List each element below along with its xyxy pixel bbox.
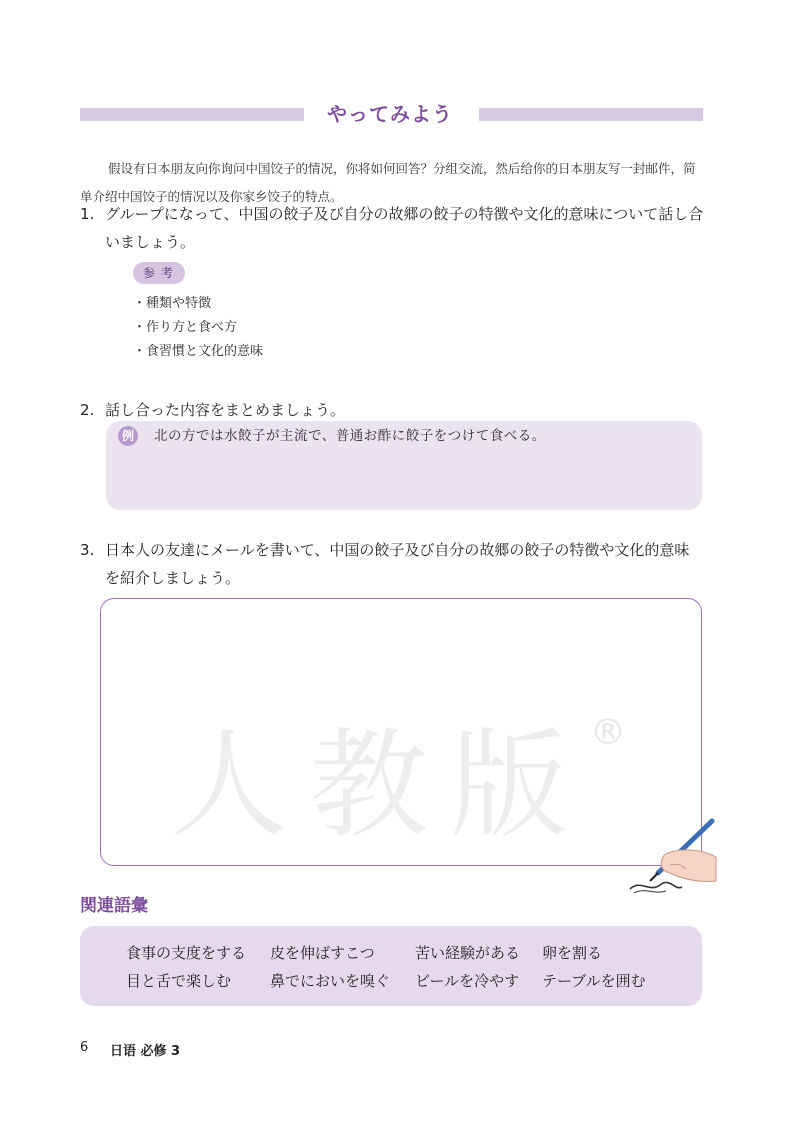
watermark-logo: 人教版: [170, 716, 591, 854]
vocabulary-box: [80, 926, 702, 1006]
reference-item: ・種類や特徴: [133, 296, 212, 311]
registered-mark: ®: [590, 712, 626, 753]
question-2-text: 話し合った内容をまとめましょう。: [105, 401, 346, 419]
example-badge: 例: [118, 426, 138, 446]
title-bar-right: [479, 108, 703, 121]
vocab-item: ビールを冷やす: [415, 972, 520, 990]
vocab-item: 苦い経験がある: [415, 944, 521, 962]
vocab-item: 食事の支度をする: [126, 944, 247, 962]
question-3-number: 3.: [80, 541, 95, 559]
section-title: やってみよう: [327, 102, 453, 126]
reference-list: [133, 292, 263, 364]
vocabulary-title: 関連語彙: [80, 896, 148, 916]
vocab-item: 皮を伸ばすこつ: [270, 944, 375, 962]
question-3: [80, 536, 704, 592]
reference-item: ・食習慣と文化的意味: [133, 344, 264, 359]
question-3-text: 日本人の友達にメールを書いて、中国の餃子及び自分の故郷の餃子の特徴や文化的意味を紹介しましょう。: [105, 541, 690, 587]
question-2: [80, 396, 704, 424]
book-title: 日语 必修 3: [110, 1044, 181, 1059]
intro-paragraph: 假设有日本朋友向你询问中国饺子的情况，你将如何回答？分组交流，然后给你的日本朋友写一封邮件，简单介绍中国饺子的情况以及你家乡饺子的特点。: [80, 161, 696, 204]
example-text: 北の方では水餃子が主流で、普通お酢に餃子をつけて食べる。: [154, 428, 546, 444]
question-1-text: グループになって、中国の餃子及び自分の故郷の餃子の特徴や文化的意味について話し合いましょう。: [105, 205, 704, 251]
vocab-item: 目と舌で楽しむ: [126, 972, 232, 990]
reference-badge: 参考: [133, 262, 185, 284]
question-2-number: 2.: [80, 401, 95, 419]
vocab-item: 鼻でにおいを嗅ぐ: [270, 972, 391, 990]
hand-writing-icon: [620, 815, 720, 895]
vocab-item: 卵を割る: [542, 944, 603, 962]
question-1: [80, 200, 704, 256]
reference-item: ・作り方と食べ方: [133, 320, 238, 335]
question-1-number: 1.: [80, 205, 95, 223]
title-bar-left: [80, 108, 304, 121]
page-number: 6: [80, 1040, 89, 1055]
vocab-item: テーブルを囲む: [542, 972, 646, 990]
